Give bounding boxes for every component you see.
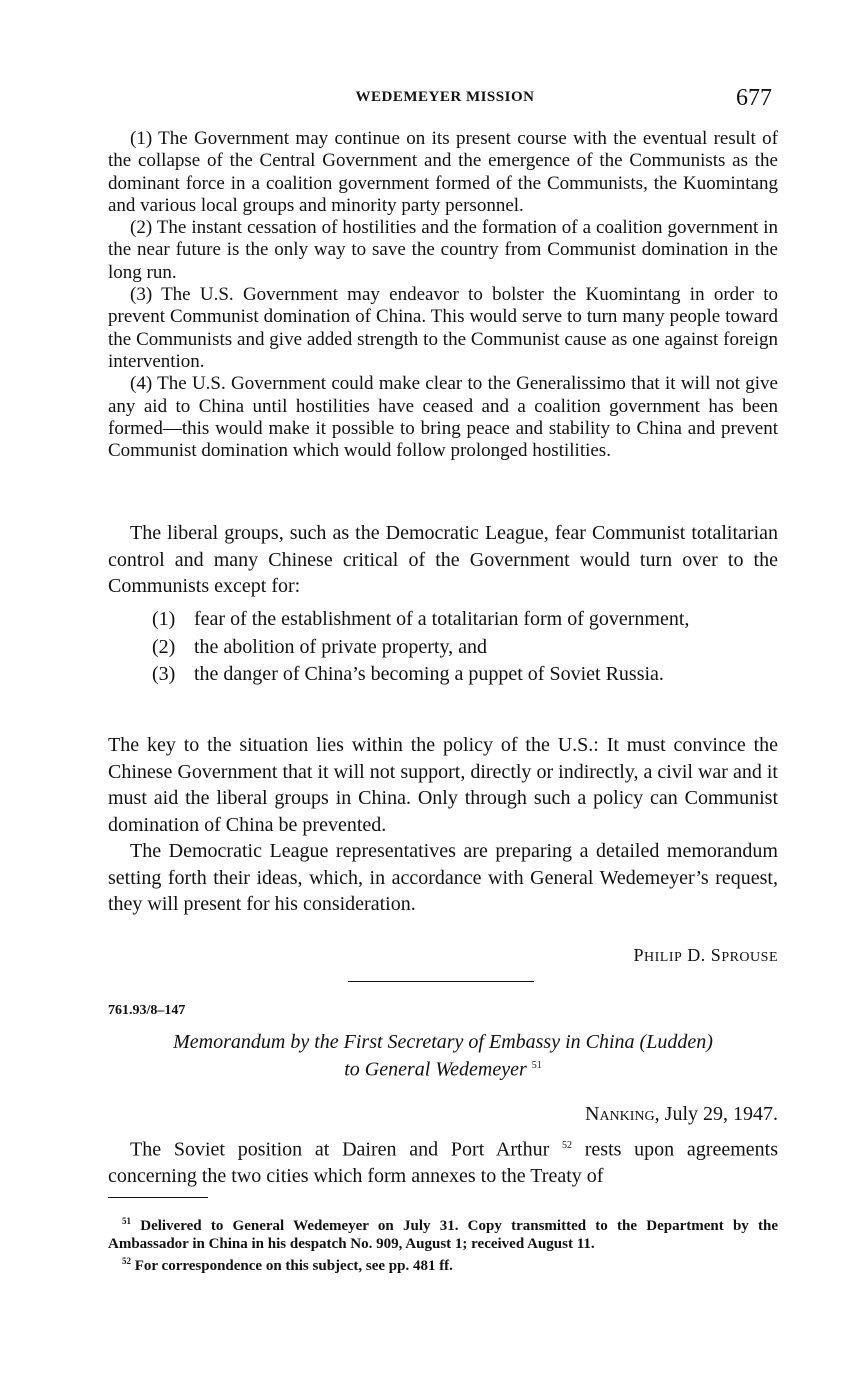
memo-body bbox=[108, 1133, 778, 1190]
dateline: NANKING, July 29, 1947. bbox=[584, 1103, 778, 1125]
section-divider bbox=[348, 981, 534, 982]
option-paragraph: (3) The U.S. Government may endeavor to bolster the Kuomintang in order to prevent Communist domination of China. This would serve to turn many people toward the Communists and give added strength to the Communist cause as one against foreign intervention. bbox=[108, 284, 778, 372]
footnote-ref: 52 bbox=[562, 1140, 572, 1151]
list-item bbox=[108, 661, 778, 688]
list-text: the abolition of private property, and bbox=[194, 635, 488, 658]
policy-options bbox=[108, 128, 778, 462]
body-paragraph: The Democratic League representatives are preparing a detailed memorandum setting forth their ideas, which, in accordance with General Wedemeyer’s request, they will present for his consideration. bbox=[108, 840, 778, 915]
body-paragraph: The Soviet position at Dairen and Port Arthur $^{52}$ rests upon agreements concerning the two cities which form annexes to the Treaty of bbox=[108, 1138, 778, 1188]
running-title: WEDEMEYER MISSION bbox=[355, 89, 535, 105]
list-number: (1) bbox=[152, 608, 176, 630]
footnote-ref: 51 bbox=[531, 1060, 542, 1071]
file-number: 761.93/8–147 bbox=[108, 1003, 186, 1018]
option-paragraph: (1) The Government may continue on its present course with the eventual result of the collapse of the Central Government and the emergence of the Communists as the dominant force in a coalition government formed of the Communists, the Kuomintang and various local groups and minority party personnel. bbox=[108, 128, 778, 216]
list-text: fear of the establishment of a totalitarian form of government, bbox=[194, 608, 690, 630]
fears-list bbox=[108, 606, 778, 689]
list-text: the danger of China’s becoming a puppet of Soviet Russia. bbox=[194, 663, 664, 685]
memo-title bbox=[108, 1030, 778, 1082]
list-item bbox=[108, 606, 778, 633]
page-number: 677 bbox=[736, 85, 772, 111]
running-head bbox=[0, 85, 860, 115]
list-number: (2) bbox=[152, 635, 176, 658]
body-paragraph: The key to the situation lies within the policy of the U.S.: It must convince the Chinese Government that it will not support, directly or indirectly, a civil war and it must aid the liberal groups in China. Only through such a policy can Communist domination of China be prevented. bbox=[108, 734, 778, 836]
body-paragraph: The liberal groups, such as the Democratic League, fear Communist totalitarian control and many Chinese critical of the Government would turn over to the Communists except for: bbox=[108, 522, 778, 597]
option-paragraph: (4) The U.S. Government could make clear to the Generalissimo that it will not give any aid to China until hostilities have ceased and a coalition government has been formed—this would make it possible to bring peace and stability to China and prevent Communist domination which would follow prolonged hostilities. bbox=[108, 373, 778, 462]
footnotes bbox=[108, 1213, 778, 1276]
memo-title-line: Memorandum by the First Secretary of Embassy in China (Ludden) bbox=[173, 1031, 713, 1053]
footnote-divider bbox=[108, 1197, 208, 1198]
signature: PHILIP D. SPROUSE bbox=[633, 945, 778, 965]
option-paragraph: (2) The instant cessation of hostilities and the formation of a coalition government in the near future is the only way to save the country from Communist domination in the long run. bbox=[108, 217, 778, 283]
liberal-groups-section bbox=[108, 520, 778, 600]
list-item bbox=[108, 634, 778, 661]
list-number: (3) bbox=[152, 663, 176, 685]
footnote: $^{52}$ For correspondence on this subject, see pp. 481 ff. bbox=[122, 1256, 453, 1274]
policy-section bbox=[108, 732, 778, 918]
memo-title-line: to General Wedemeyer $^{51}$ bbox=[344, 1058, 542, 1081]
footnote: $^{51}$ Delivered to General Wedemeyer on July 31. Copy transmitted to the Department by the Ambassador in China in his despatch No. 909, August 1; received August 11. bbox=[108, 1216, 779, 1252]
